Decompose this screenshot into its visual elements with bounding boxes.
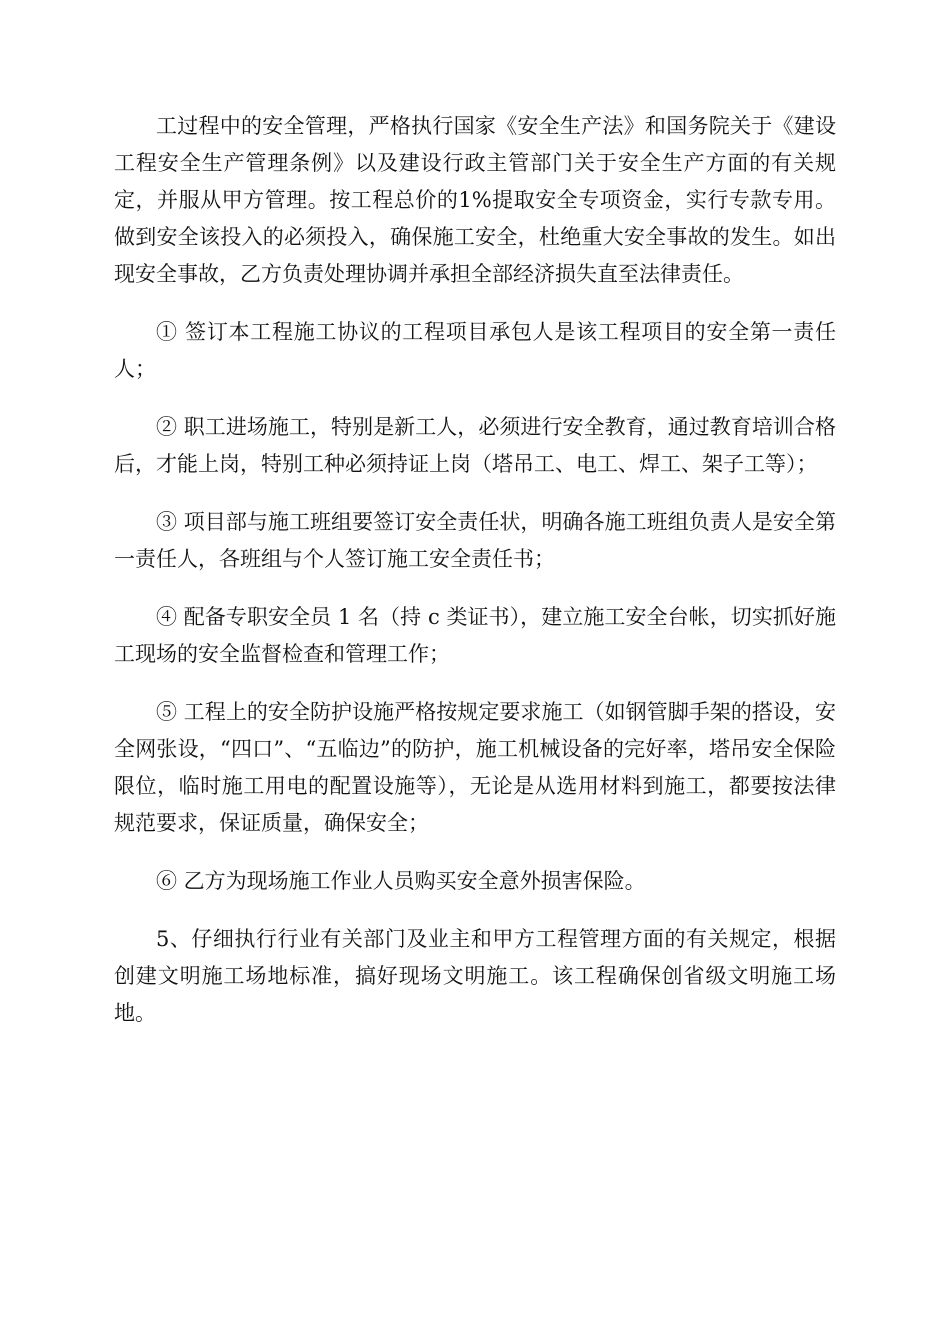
paragraph-section-5: 5、仔细执行行业有关部门及业主和甲方工程管理方面的有关规定，根据创建文明施工场地标准，搞好现场文明施工。该工程确保创省级文明施工场地。: [114, 927, 836, 1025]
paragraph-safety-management: 工过程中的安全管理，严格执行国家《安全生产法》和国务院关于《建设工程安全生产管理条例》以及建设行政主管部门关于安全生产方面的有关规定，并服从甲方管理。按工程总价的1%提取安全专项资金，实行专款专用。做到安全该投入的必须投入，确保施工安全，杜绝重大安全事故的发生。如出现安全事故，乙方负责处理协调并承担全部经济损失直至法律责任。: [114, 114, 836, 286]
paragraph-item-4: ④ 配备专职安全员 1 名（持 c 类证书），建立施工安全台帐，切实抓好施工现场的安全监督检查和管理工作；: [114, 605, 836, 666]
paragraph-item-6: ⑥ 乙方为现场施工作业人员购买安全意外损害保险。: [156, 869, 646, 893]
paragraph-item-3: ③ 项目部与施工班组要签订安全责任状，明确各施工班组负责人是安全第一责任人，各班组与个人签订施工安全责任书；: [114, 510, 836, 571]
paragraph-item-2: ② 职工进场施工，特别是新工人，必须进行安全教育，通过教育培训合格后，才能上岗，特别工种必须持证上岗（塔吊工、电工、焊工、架子工等）；: [114, 415, 836, 476]
paragraph-item-1: ① 签订本工程施工协议的工程项目承包人是该工程项目的安全第一责任人；: [114, 320, 836, 381]
document-page: [114, 108, 836, 1053]
paragraph-item-5: ⑤ 工程上的安全防护设施严格按规定要求施工（如钢管脚手架的搭设，安全网张设，“四口”、“五临边”的防护，施工机械设备的完好率，塔吊安全保险限位，临时施工用电的配置设施等），无论是从选用材料到施工，都要按法律规范要求，保证质量，确保安全；: [114, 700, 836, 835]
